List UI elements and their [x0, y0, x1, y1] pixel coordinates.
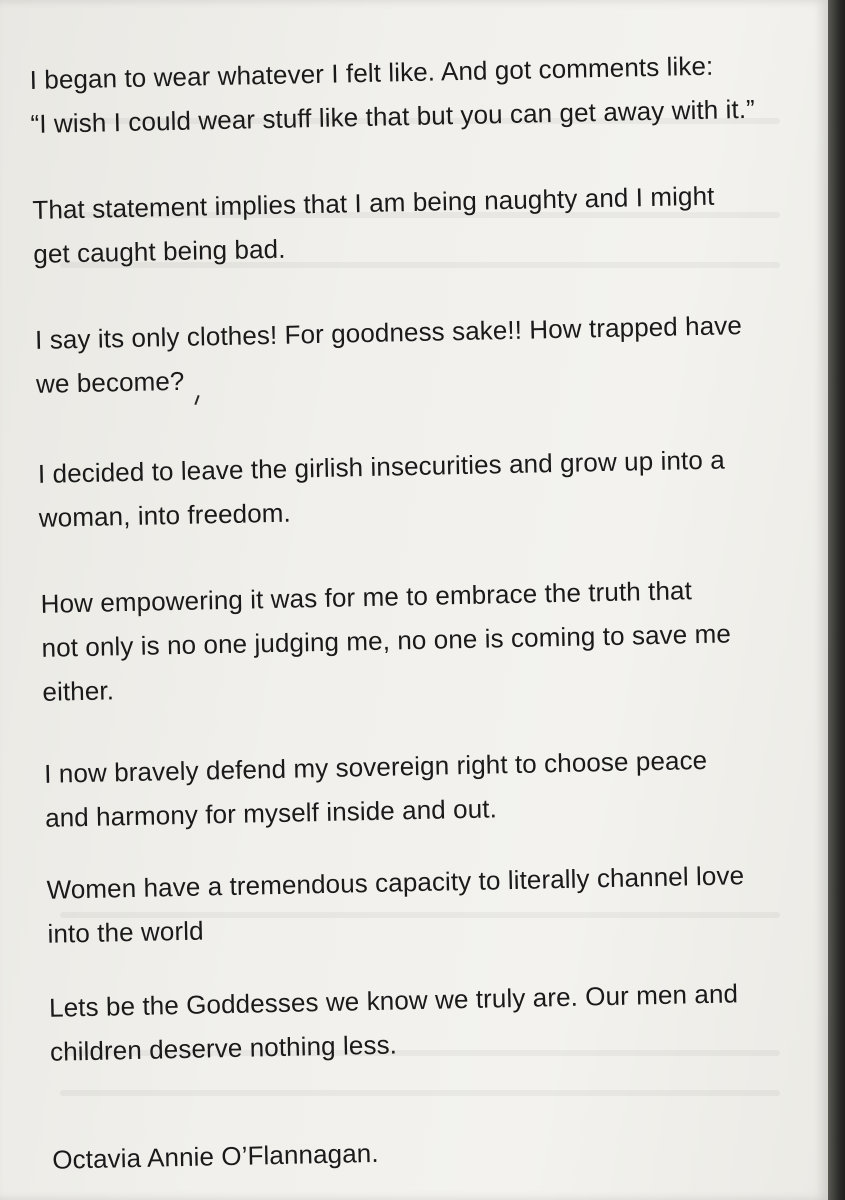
text-line: we become? — [35, 365, 185, 399]
bleed-through-text — [60, 1090, 780, 1096]
text-line: I decided to leave the girlish insecurities and grow up into a — [37, 444, 726, 489]
paragraph — [29, 42, 811, 146]
text-line: Women have a tremendous capacity to literally channel love — [46, 860, 745, 905]
paragraph — [32, 172, 814, 276]
page-edge-shadow — [828, 0, 845, 1200]
paragraph — [49, 969, 831, 1073]
text-line: I now bravely defend my sovereign right to choose peace — [43, 744, 708, 789]
paragraph — [37, 436, 819, 540]
signature-text: Octavia Annie O’Flannagan. — [51, 1137, 379, 1175]
text-line: get caught being bad. — [33, 233, 286, 269]
text-line: How empowering it was for me to embrace the truth that — [40, 575, 693, 619]
text-line: Lets be the Goddesses we know we truly are. Our men and — [48, 978, 739, 1023]
paragraph — [40, 566, 823, 714]
text-line: That statement implies that I am being naughty and I might — [32, 180, 715, 225]
text-line: I began to wear whatever I felt like. And got comments like: — [29, 50, 714, 95]
text-line: woman, into freedom. — [38, 497, 292, 533]
paragraph — [35, 302, 817, 406]
text-line: and harmony for myself inside and out. — [44, 793, 498, 833]
paragraph — [44, 736, 826, 840]
text-line: not only is no one judging me, no one is coming to save me — [41, 618, 732, 663]
text-line: children deserve nothing less. — [49, 1029, 398, 1067]
text-line: “I wish I could wear stuff like that but you can get away with it.” — [30, 93, 756, 139]
text-line: either. — [42, 675, 115, 707]
text-line: I say its only clothes! For goodness sake!! How trapped have — [34, 310, 743, 355]
signature — [52, 1121, 833, 1181]
paragraph — [46, 851, 828, 955]
text-line: into the world — [47, 915, 204, 949]
